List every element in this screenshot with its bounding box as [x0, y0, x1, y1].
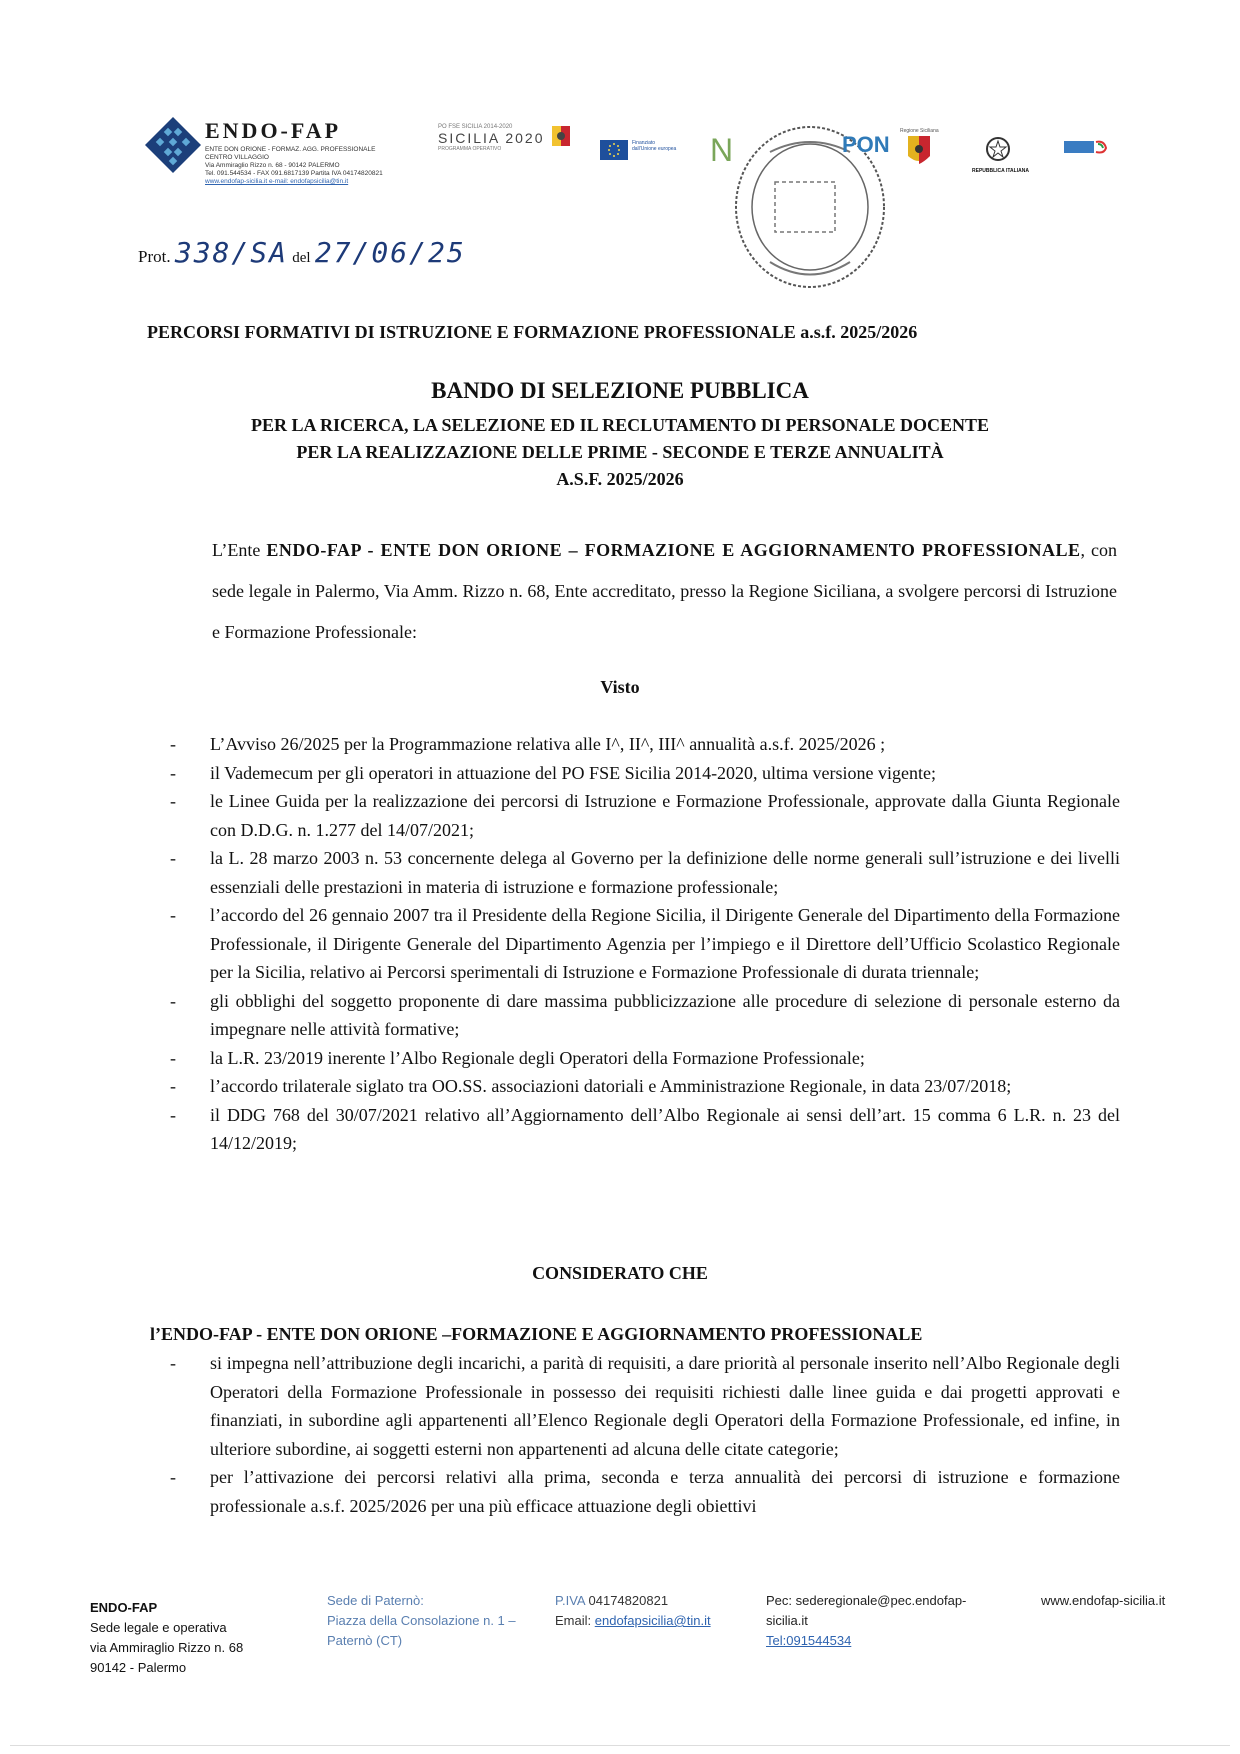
repubblica-italiana-emblem-icon: [985, 136, 1011, 162]
list-item-text: la L.R. 23/2019 inerente l’Albo Regionale degli Operatori della Formazione Professionale;: [210, 1047, 865, 1068]
bando-title: BANDO DI SELEZIONE PUBBLICA: [431, 378, 809, 403]
subtitle-line: A.S.F. 2025/2026: [556, 469, 684, 489]
list-item-text: l’accordo del 26 gennaio 2007 tra il Presidente della Regione Sicilia, il Dirigente Generale del Dipartimento della Formazione Professionale, il Dirigente Generale del Dipartimento Agenzia per l’impiego e il Direttore dell’Ufficio Scolastico Regionale per la Sicilia, relativo ai Percorsi sperimentali di Istruzione e Formazione Professionale di durata triennale;: [210, 905, 1120, 982]
list-item: - le Linee Guida per la realizzazione dei percorsi di Istruzione e Formazione Professionale, approvate dalla Giunta Regionale con D.D.G. n. 1.277 del 14/07/2021;: [170, 787, 1120, 844]
eu-flag-icon: [600, 140, 628, 160]
list-item-text: la L. 28 marzo 2003 n. 53 concernente delega al Governo per la definizione delle norme generali sull’istruzione e dei livelli essenziali delle prestazioni in materia di istruzione e formazione professionale;: [210, 848, 1120, 897]
logo-line: ENTE DON ORIONE - FORMAZ. AGG. PROFESSIONALE: [205, 146, 376, 153]
sicilia-small-text: PO FSE SICILIA 2014-2020: [438, 124, 513, 130]
pon-logo: PON: [842, 132, 890, 157]
list-item-text: si impegna nell’attribuzione degli incarichi, a parità di requisiti, a dare priorità al personale inserito nell’Albo Regionale degli Operatori della Formazione Professionale in possesso dei requisiti richiesti dalle linee guida e dai progetti approvati e finanziati, in subordine agli appartenenti all’Elenco Regionale degli Operatori della Formazione Professionale, ed infine, in ulteriore subordine, ai soggetti esterni non appartenenti ad alcuna delle citate categorie;: [210, 1353, 1120, 1459]
logo-line: CENTRO VILLAGGIO: [205, 154, 269, 161]
email-link[interactable]: endofapsicilia@tin.it: [594, 1613, 711, 1628]
logo-line: www.endofap-sicilia.it e-mail: endofapsicilia@tin.it: [205, 178, 349, 185]
endofap-logo-icon: [145, 117, 201, 173]
list-item-text: il Vademecum per gli operatori in attuazione del PO FSE Sicilia 2014-2020, ultima versione vigente;: [210, 762, 937, 783]
list-item-text: il DDG 768 del 30/07/2021 relativo all’Aggiornamento dell’Albo Regionale ai sensi dell’art. 15 comma 6 L.R. n. 23 del 14/12/2019;: [210, 1104, 1120, 1153]
intro-paragraph: [212, 530, 1117, 653]
bando-subtitle: [0, 412, 1240, 493]
list-item: - l’accordo trilaterale siglato tra OO.SS. associazioni datoriali e Amministrazione Regionale, in data 23/07/2018;: [170, 1072, 1120, 1101]
regione-siciliana-emblem-icon: [908, 136, 930, 166]
intro-prefix: L’Ente: [212, 540, 267, 560]
logo-line: Via Ammiraglio Rizzo n. 68 - 90142 PALERMO: [205, 162, 340, 169]
n-brand-logo-icon: N: [710, 132, 734, 168]
protocol-del-label: del: [292, 250, 311, 266]
sicilia-2020-logo: [438, 124, 568, 152]
sicilia-big-text: SICILIA 2020: [438, 130, 545, 146]
footer-col-pec: [766, 1591, 996, 1651]
repubblica-label: REPUBBLICA ITALIANA: [972, 168, 1029, 174]
subtitle-line: PER LA REALIZZAZIONE DELLE PRIME - SECONDE E TERZE ANNUALITÀ: [296, 442, 944, 462]
list-item: - il Vademecum per gli operatori in attuazione del PO FSE Sicilia 2014-2020, ultima versione vigente;: [170, 759, 1120, 788]
list-item-text: L’Avviso 26/2025 per la Programmazione relativa alle I^, II^, III^ annualità a.s.f. 2025/2026 ;: [210, 734, 886, 754]
protocol-prefix: Prot.: [138, 247, 171, 266]
footer-col-paterno: [327, 1591, 516, 1651]
endofap-logo-name: ENDO-FAP: [205, 118, 342, 143]
phone-link[interactable]: Tel:091544534: [766, 1633, 852, 1648]
trinacria-small-icon: [552, 126, 570, 146]
visto-heading: Visto: [600, 677, 640, 697]
pec-line: Pec: sederegionale@pec.endofap-: [766, 1593, 967, 1608]
visto-list: [170, 730, 1120, 1158]
footer-org-name: ENDO-FAP: [90, 1600, 158, 1615]
pec-line: sicilia.it: [766, 1613, 808, 1628]
footer-website[interactable]: www.endofap-sicilia.it: [1041, 1593, 1166, 1608]
footer-line: 90142 - Palermo: [90, 1660, 187, 1675]
list-item: - si impegna nell’attribuzione degli incarichi, a parità di requisiti, a dare priorità al personale inserito nell’Albo Regionale degli Operatori della Formazione Professionale in possesso dei requisiti richiesti dalle linee guida e dai progetti approvati e finanziati, in subordine agli appartenenti all’Elenco Regionale degli Operatori della Formazione Professionale, ed infine, in ulteriore subordine, ai soggetti esterni non appartenenti ad alcuna delle citate categorie;: [170, 1349, 1120, 1463]
sicilia-tag-text: PROGRAMMA OPERATIVO: [438, 146, 502, 152]
intro-rest: , con sede legale in Palermo, Via Amm. Rizzo n. 68, Ente accreditato, presso la Regione Siciliana, a svolgere percorsi di Istruzione e Formazione Professionale:: [212, 540, 1117, 642]
email-label: Email:: [555, 1613, 592, 1628]
footer-line: Sede legale e operativa: [90, 1620, 227, 1635]
footer-line: Piazza della Consolazione n. 1 –: [327, 1613, 516, 1628]
piva-label: P.IVA: [555, 1593, 585, 1608]
list-item-text: per l’attivazione dei percorsi relativi alla prima, seconda e terza annualità dei percorsi di istruzione e formazione professionale a.s.f. 2025/2026 per una più efficace attuazione degli obiettivi: [210, 1467, 1120, 1516]
list-item-text: l’accordo trilaterale siglato tra OO.SS. associazioni datoriali e Amministrazione Regionale, in data 23/07/2018;: [210, 1076, 1012, 1096]
page-bottom-divider: [10, 1745, 1230, 1746]
footer-col-contacts: [555, 1591, 711, 1631]
partner-logo-icon: [1064, 138, 1108, 156]
piva-value: 04174820821: [588, 1593, 669, 1608]
eu-funding-text: Finanziato dall'Unione europea: [632, 140, 677, 152]
footer-line: via Ammiraglio Rizzo n. 68: [90, 1640, 244, 1655]
list-item: - la L.R. 23/2019 inerente l’Albo Regionale degli Operatori della Formazione Professionale;: [170, 1044, 1120, 1073]
protocol-date: 27/06/25: [314, 236, 466, 269]
list-item: - per l’attivazione dei percorsi relativi alla prima, seconda e terza annualità dei percorsi di istruzione e formazione professionale a.s.f. 2025/2026 per una più efficace attuazione degli obiettivi: [170, 1463, 1120, 1520]
considerato-heading: CONSIDERATO CHE: [532, 1263, 708, 1283]
list-item: - l’accordo del 26 gennaio 2007 tra il Presidente della Regione Sicilia, il Dirigente Generale del Dipartimento della Formazione Professionale, il Dirigente Generale del Dipartimento Agenzia per l’impiego e il Direttore dell’Ufficio Scolastico Regionale per la Sicilia, relativo ai Percorsi sperimentali di Istruzione e Formazione Professionale di durata triennale;: [170, 901, 1120, 987]
list-item-text: gli obblighi del soggetto proponente di dare massima pubblicizzazione alle procedure di selezione di personale esterno da impegnare nelle attività formative;: [210, 990, 1120, 1039]
logo-line: Tel. 091.544534 - FAX 091.6817139 Partita IVA 04174820821: [205, 170, 383, 177]
considerato-list: [170, 1349, 1120, 1520]
list-item: - la L. 28 marzo 2003 n. 53 concernente delega al Governo per la definizione delle norme generali sull’istruzione e dei livelli essenziali delle prestazioni in materia di istruzione e formazione professionale;: [170, 844, 1120, 901]
ente-heading: l’ENDO-FAP - ENTE DON ORIONE –FORMAZIONE E AGGIORNAMENTO PROFESSIONALE: [150, 1324, 923, 1344]
percorsi-heading: PERCORSI FORMATIVI DI ISTRUZIONE E FORMAZIONE PROFESSIONALE a.s.f. 2025/2026: [147, 322, 918, 342]
endofap-logo-details: [205, 146, 435, 186]
footer-line: Sede di Paternò:: [327, 1593, 424, 1608]
list-item-text: le Linee Guida per la realizzazione dei percorsi di Istruzione e Formazione Professionale, approvate dalla Giunta Regionale con D.D.G. n. 1.277 del 14/07/2021;: [210, 791, 1120, 840]
list-item: - L’Avviso 26/2025 per la Programmazione relativa alle I^, II^, III^ annualità a.s.f. 2025/2026 ;: [170, 730, 1120, 759]
intro-ente-name: ENDO-FAP - ENTE DON ORIONE – FORMAZIONE E AGGIORNAMENTO PROFESSIONALE: [266, 540, 1081, 560]
region-label: Regione Siciliana: [900, 128, 939, 134]
protocol-number: 338/SA: [174, 236, 288, 269]
subtitle-line: PER LA RICERCA, LA SELEZIONE ED IL RECLUTAMENTO DI PERSONALE DOCENTE: [251, 415, 989, 435]
footer-col-legal: [90, 1598, 243, 1678]
list-item: - il DDG 768 del 30/07/2021 relativo all’Aggiornamento dell’Albo Regionale ai sensi dell’art. 15 comma 6 L.R. n. 23 del 14/12/2019;: [170, 1101, 1120, 1158]
footer-line: Paternò (CT): [327, 1633, 403, 1648]
list-item: - gli obblighi del soggetto proponente di dare massima pubblicizzazione alle procedure di selezione di personale esterno da impegnare nelle attività formative;: [170, 987, 1120, 1044]
protocol-line: [138, 236, 466, 269]
